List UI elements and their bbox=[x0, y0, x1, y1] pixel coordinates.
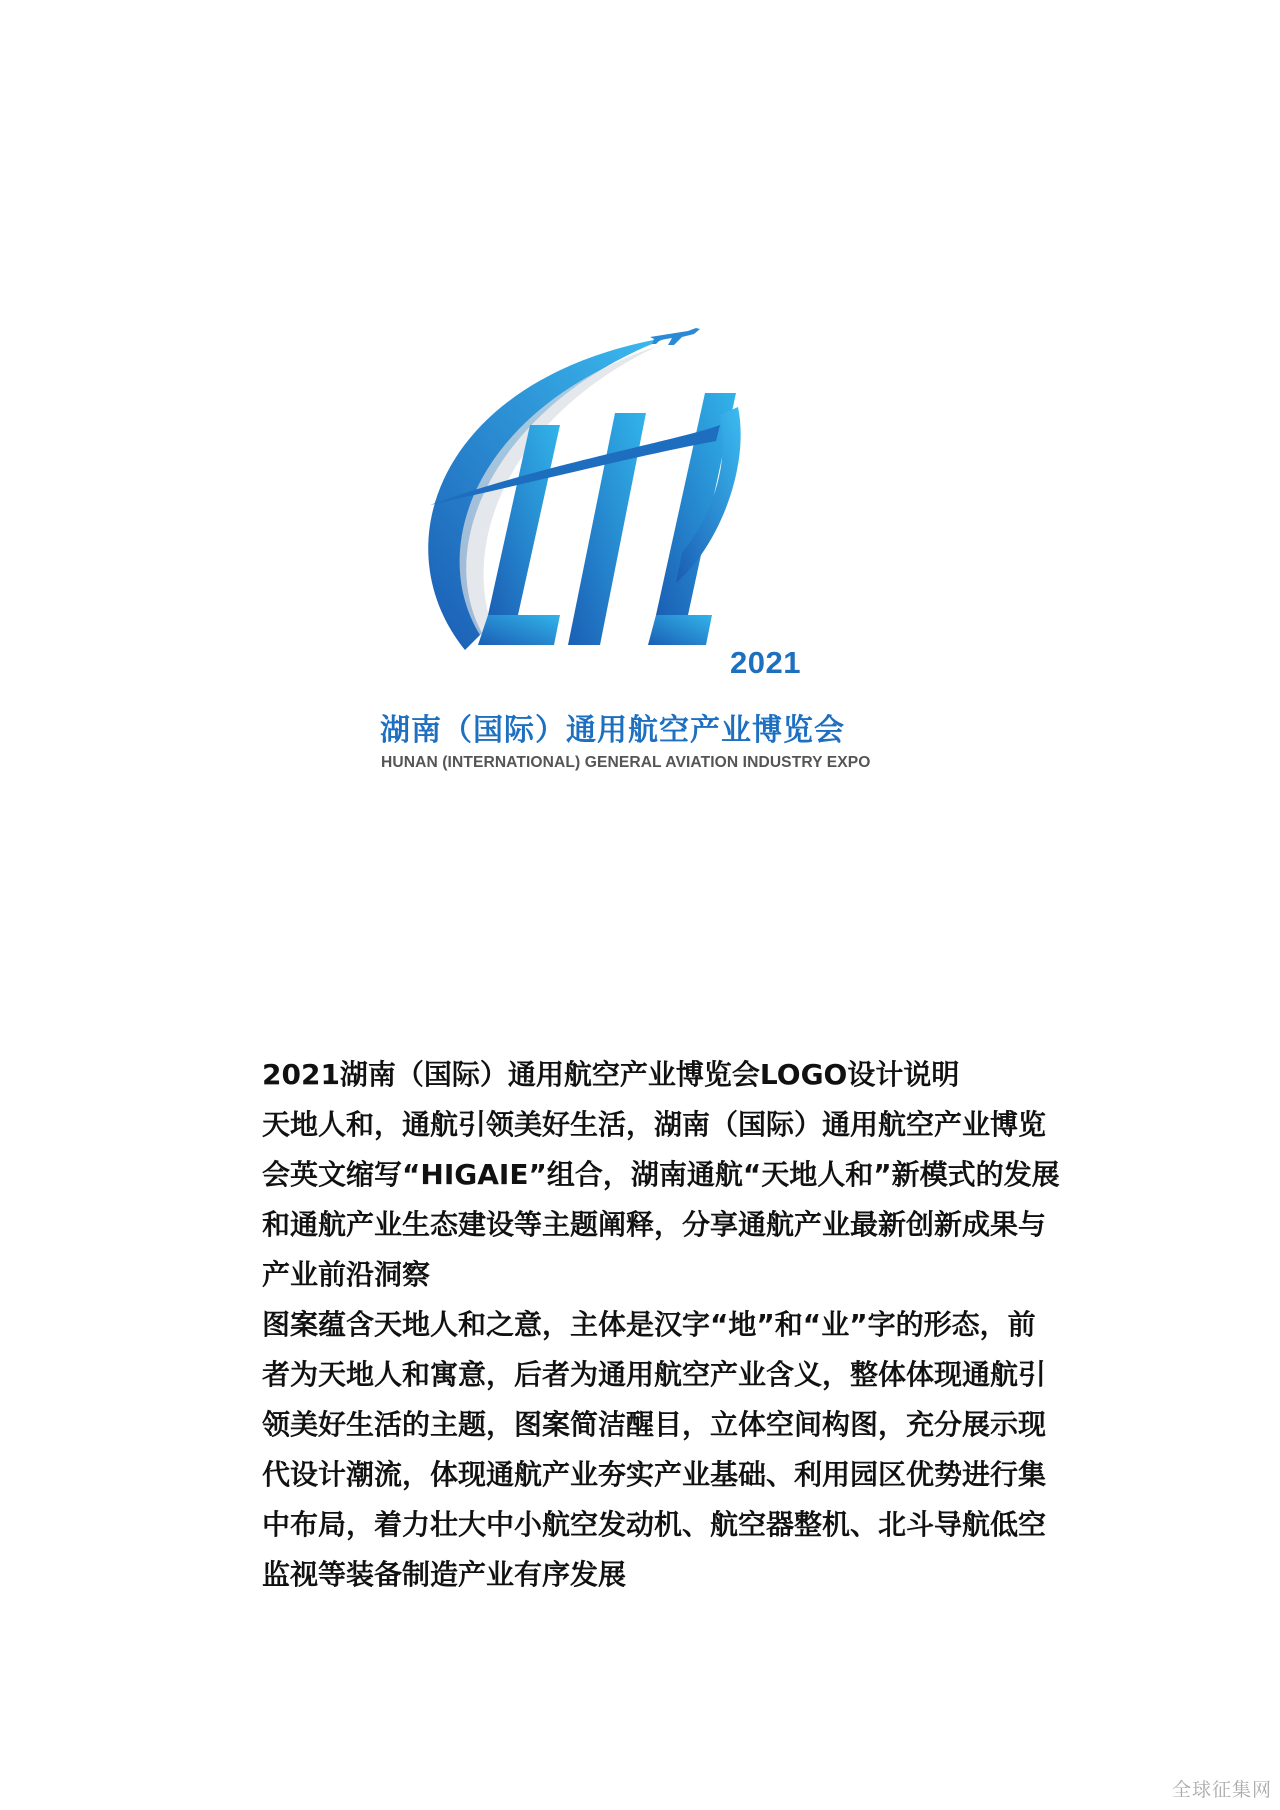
description-paragraph-2: 图案蕴含天地人和之意，主体是汉字“地”和“业”字的形态，前者为天地人和寓意，后者为通用航空产业含义，整体体现通航引领美好生活的主题，图案简洁醒目，立体空间构图，充分展示现代设计潮流，体现通航产业夯实产业基础、利用园区优势进行集中布局，着力壮大中小航空发动机、航空器整机、北斗导航低空监视等装备制造产业有序发展 bbox=[262, 1308, 1047, 1591]
expo-logo bbox=[420, 315, 880, 695]
logo-year: 2021 bbox=[730, 645, 801, 680]
expo-title-cn: 湖南（国际）通用航空产业博览会 bbox=[380, 713, 845, 748]
hl-logo-icon bbox=[420, 315, 880, 695]
description-paragraph-1: 天地人和，通航引领美好生活，湖南（国际）通用航空产业博览会英文缩写“HIGAIE”组合，湖南通航“天地人和”新模式的发展和通航产业生态建设等主题阐释，分享通航产业最新创新成果与产业前沿洞察 bbox=[262, 1108, 1060, 1291]
logo-description bbox=[262, 1050, 1062, 1600]
description-heading: 2021湖南（国际）通用航空产业博览会LOGO设计说明 bbox=[262, 1058, 960, 1091]
airplane-icon bbox=[650, 328, 700, 345]
watermark: 全球征集网 bbox=[1171, 1779, 1272, 1801]
expo-title-en: HUNAN (INTERNATIONAL) GENERAL AVIATION INDUSTRY EXPO bbox=[381, 754, 871, 771]
left-base bbox=[478, 615, 560, 645]
right-base bbox=[648, 615, 712, 645]
